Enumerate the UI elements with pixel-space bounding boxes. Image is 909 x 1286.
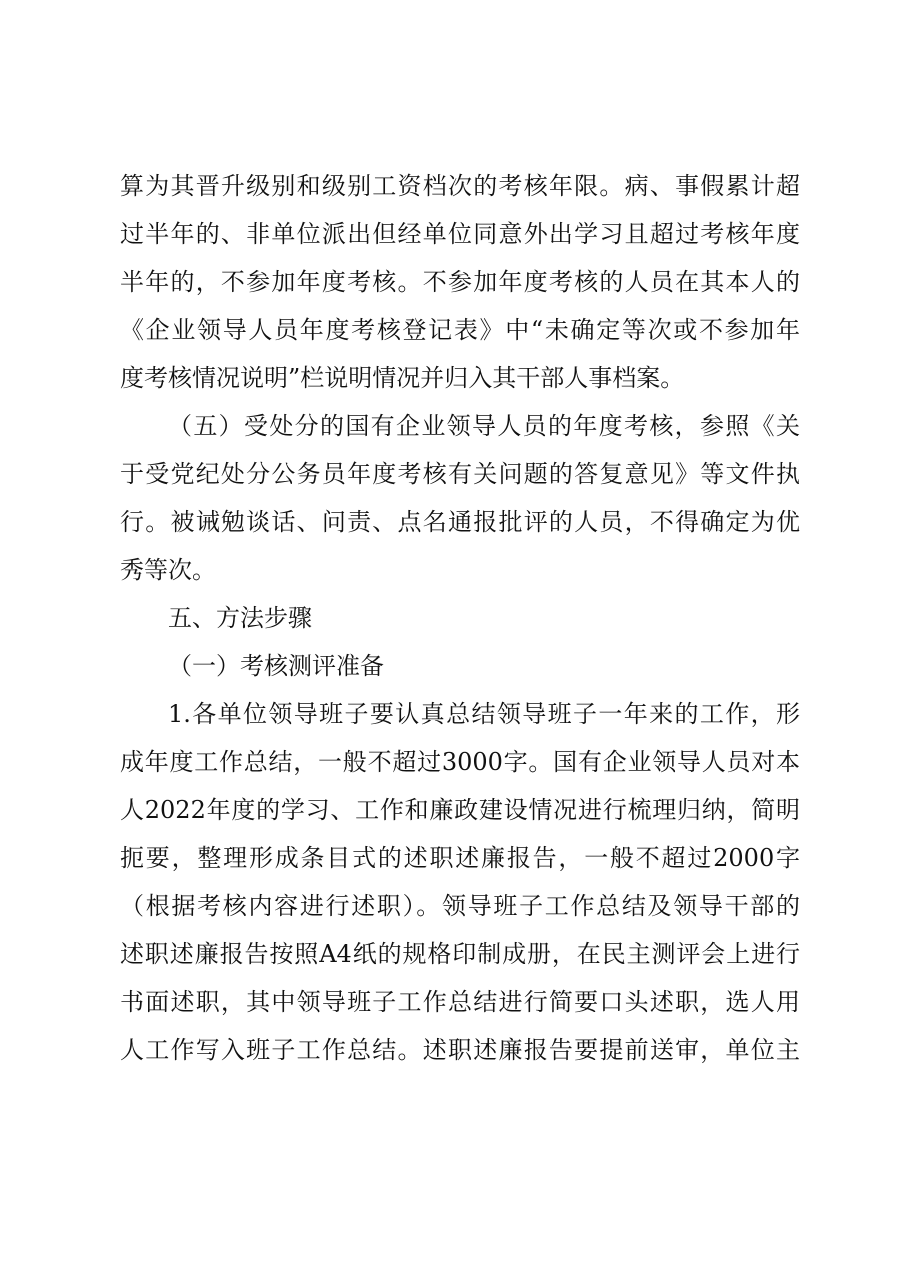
text-line: 半年的，不参加年度考核。不参加年度考核的人员在其本人的: [120, 268, 800, 296]
text-line: 《企业领导人员年度考核登记表》中“未确定等次或不参加年: [120, 316, 800, 344]
text-line: 成年度工作总结，一般不超过3000字。国有企业领导人员对本: [120, 748, 800, 776]
text-line: 扼要，整理形成条目式的述职述廉报告，一般不超过2000字: [120, 844, 800, 872]
text-line: 述职述廉报告按照A4纸的规格印制成册，在民主测评会上进行: [120, 940, 800, 968]
text-line: 度考核情况说明”栏说明情况并归入其干部人事档案。: [120, 364, 685, 392]
text-line: 算为其晋升级别和级别工资档次的考核年限。病、事假累计超: [120, 172, 800, 200]
paragraph-start-line: （五）受处分的国有企业领导人员的年度考核，参照《关: [168, 412, 800, 440]
text-line: 人工作写入班子工作总结。述职述廉报告要提前送审，单位主: [120, 1036, 800, 1064]
paragraph-start-line: 1.各单位领导班子要认真总结领导班子一年来的工作，形: [168, 700, 800, 728]
text-line: 秀等次。: [120, 556, 216, 584]
text-line: 书面述职，其中领导班子工作总结进行简要口头述职，选人用: [120, 988, 800, 1016]
text-line: 人2022年度的学习、工作和廉政建设情况进行梳理归纳，简明: [120, 796, 800, 824]
text-line: 行。被诫勉谈话、问责、点名通报批评的人员，不得确定为优: [120, 508, 800, 536]
text-line: （根据考核内容进行述职）。领导班子工作总结及领导干部的: [120, 892, 800, 920]
text-line: 于受党纪处分公务员年度考核有关问题的答复意见》等文件执: [120, 460, 800, 488]
section-heading: 五、方法步骤: [168, 604, 312, 632]
subsection-heading: （一）考核测评准备: [168, 652, 384, 680]
text-line: 过半年的、非单位派出但经单位同意外出学习且超过考核年度: [120, 220, 800, 248]
